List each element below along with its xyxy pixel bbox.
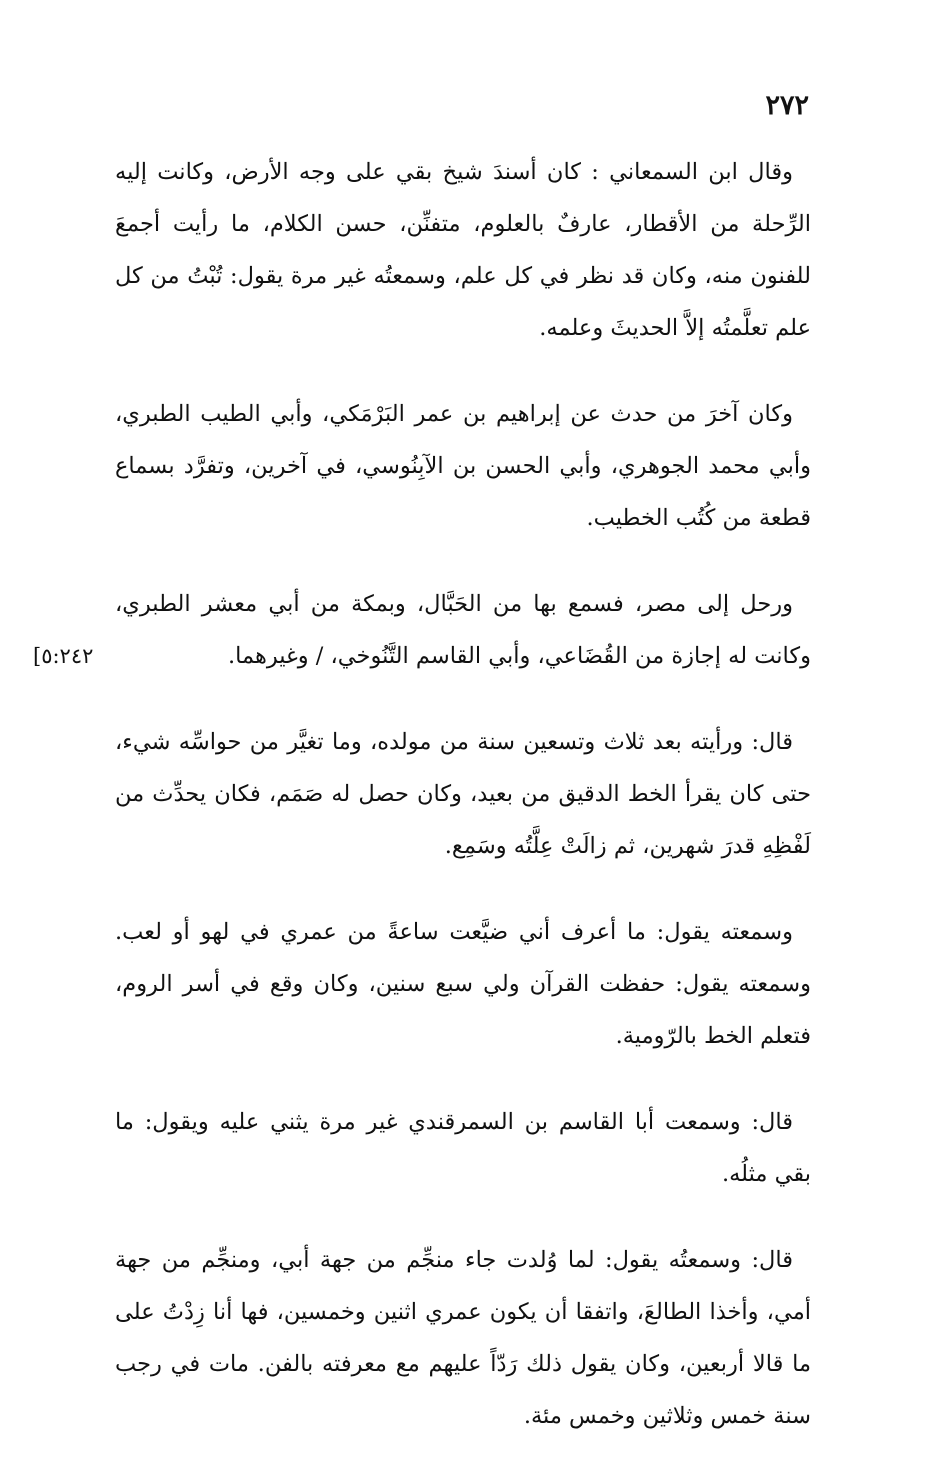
page-number: ٢٧٢ <box>765 90 809 121</box>
paragraph-3: ورحل إلى مصر، فسمع بها من الحَبَّال، وبمكة من أبي معشر الطبري، وكانت له إجازة من القُضَاعي، وأبي القاسم التَّنُوخي، / وغيرهما. <box>115 591 811 669</box>
paragraph-4: قال: ورأيته بعد ثلاث وتسعين سنة من مولده، وما تغيَّر من حواسِّه شيء، حتى كان يقرأ الخط الدقيق من بعيد، وكان حصل له صَمَم، فكان يحدِّث من لَفْظِهِ قدرَ شهرين، ثم زالَتْ عِلَّتُه وسَمِع. <box>115 729 811 859</box>
paragraph-6: قال: وسمعت أبا القاسم بن السمرقندي غير مرة يثني عليه ويقول: ما بقي مثلُه. <box>115 1109 811 1187</box>
paragraph-2: وكان آخرَ من حدث عن إبراهيم بن عمر البَرْمَكي، وأبي الطيب الطبري، وأبي محمد الجوهري، وأبي الحسن بن الآبِنُوسي، في آخرين، وتفرَّد بسماع قطعة من كُتُب الخطيب. <box>115 401 811 531</box>
page-body <box>33 146 811 1476</box>
paragraph-5: وسمعته يقول: ما أعرف أني ضيَّعت ساعةً من عمري في لهو أو لعب. وسمعته يقول: حفظت القرآن ولي سبع سنين، وكان وقع في أسر الروم، فتعلم الخط بالرّومية. <box>115 919 811 1049</box>
paragraph-3-wrap <box>33 578 811 682</box>
paragraph-7: قال: وسمعتُه يقول: لما وُلدت جاء منجِّم من جهة أبي، ومنجِّم من جهة أمي، وأخذا الطالعَ، واتفقا أن يكون عمري اثنين وخمسين، فها أنا زِدْتُ على ما قالا أربعين، وكان يقول ذلك رَدّاً عليهم مع معرفته بالفن. مات في رجب سنة خمس وثلاثين وخمس مئة. <box>115 1247 811 1429</box>
paragraph-1: وقال ابن السمعاني : كان أسندَ شيخ بقي على وجه الأرض، وكانت إليه الرِّحلة من الأقطار، عارفٌ بالعلوم، متفنِّن، حسن الكلام، ما رأيت أجمعَ للفنون منه، وكان قد نظر في كل علم، وسمعتُه غير مرة يقول: تُبْتُ من كل علم تعلَّمتُه إلاَّ الحديثَ وعلمه. <box>115 159 811 341</box>
margin-reference: [٥:٢٤٢ <box>33 644 94 668</box>
